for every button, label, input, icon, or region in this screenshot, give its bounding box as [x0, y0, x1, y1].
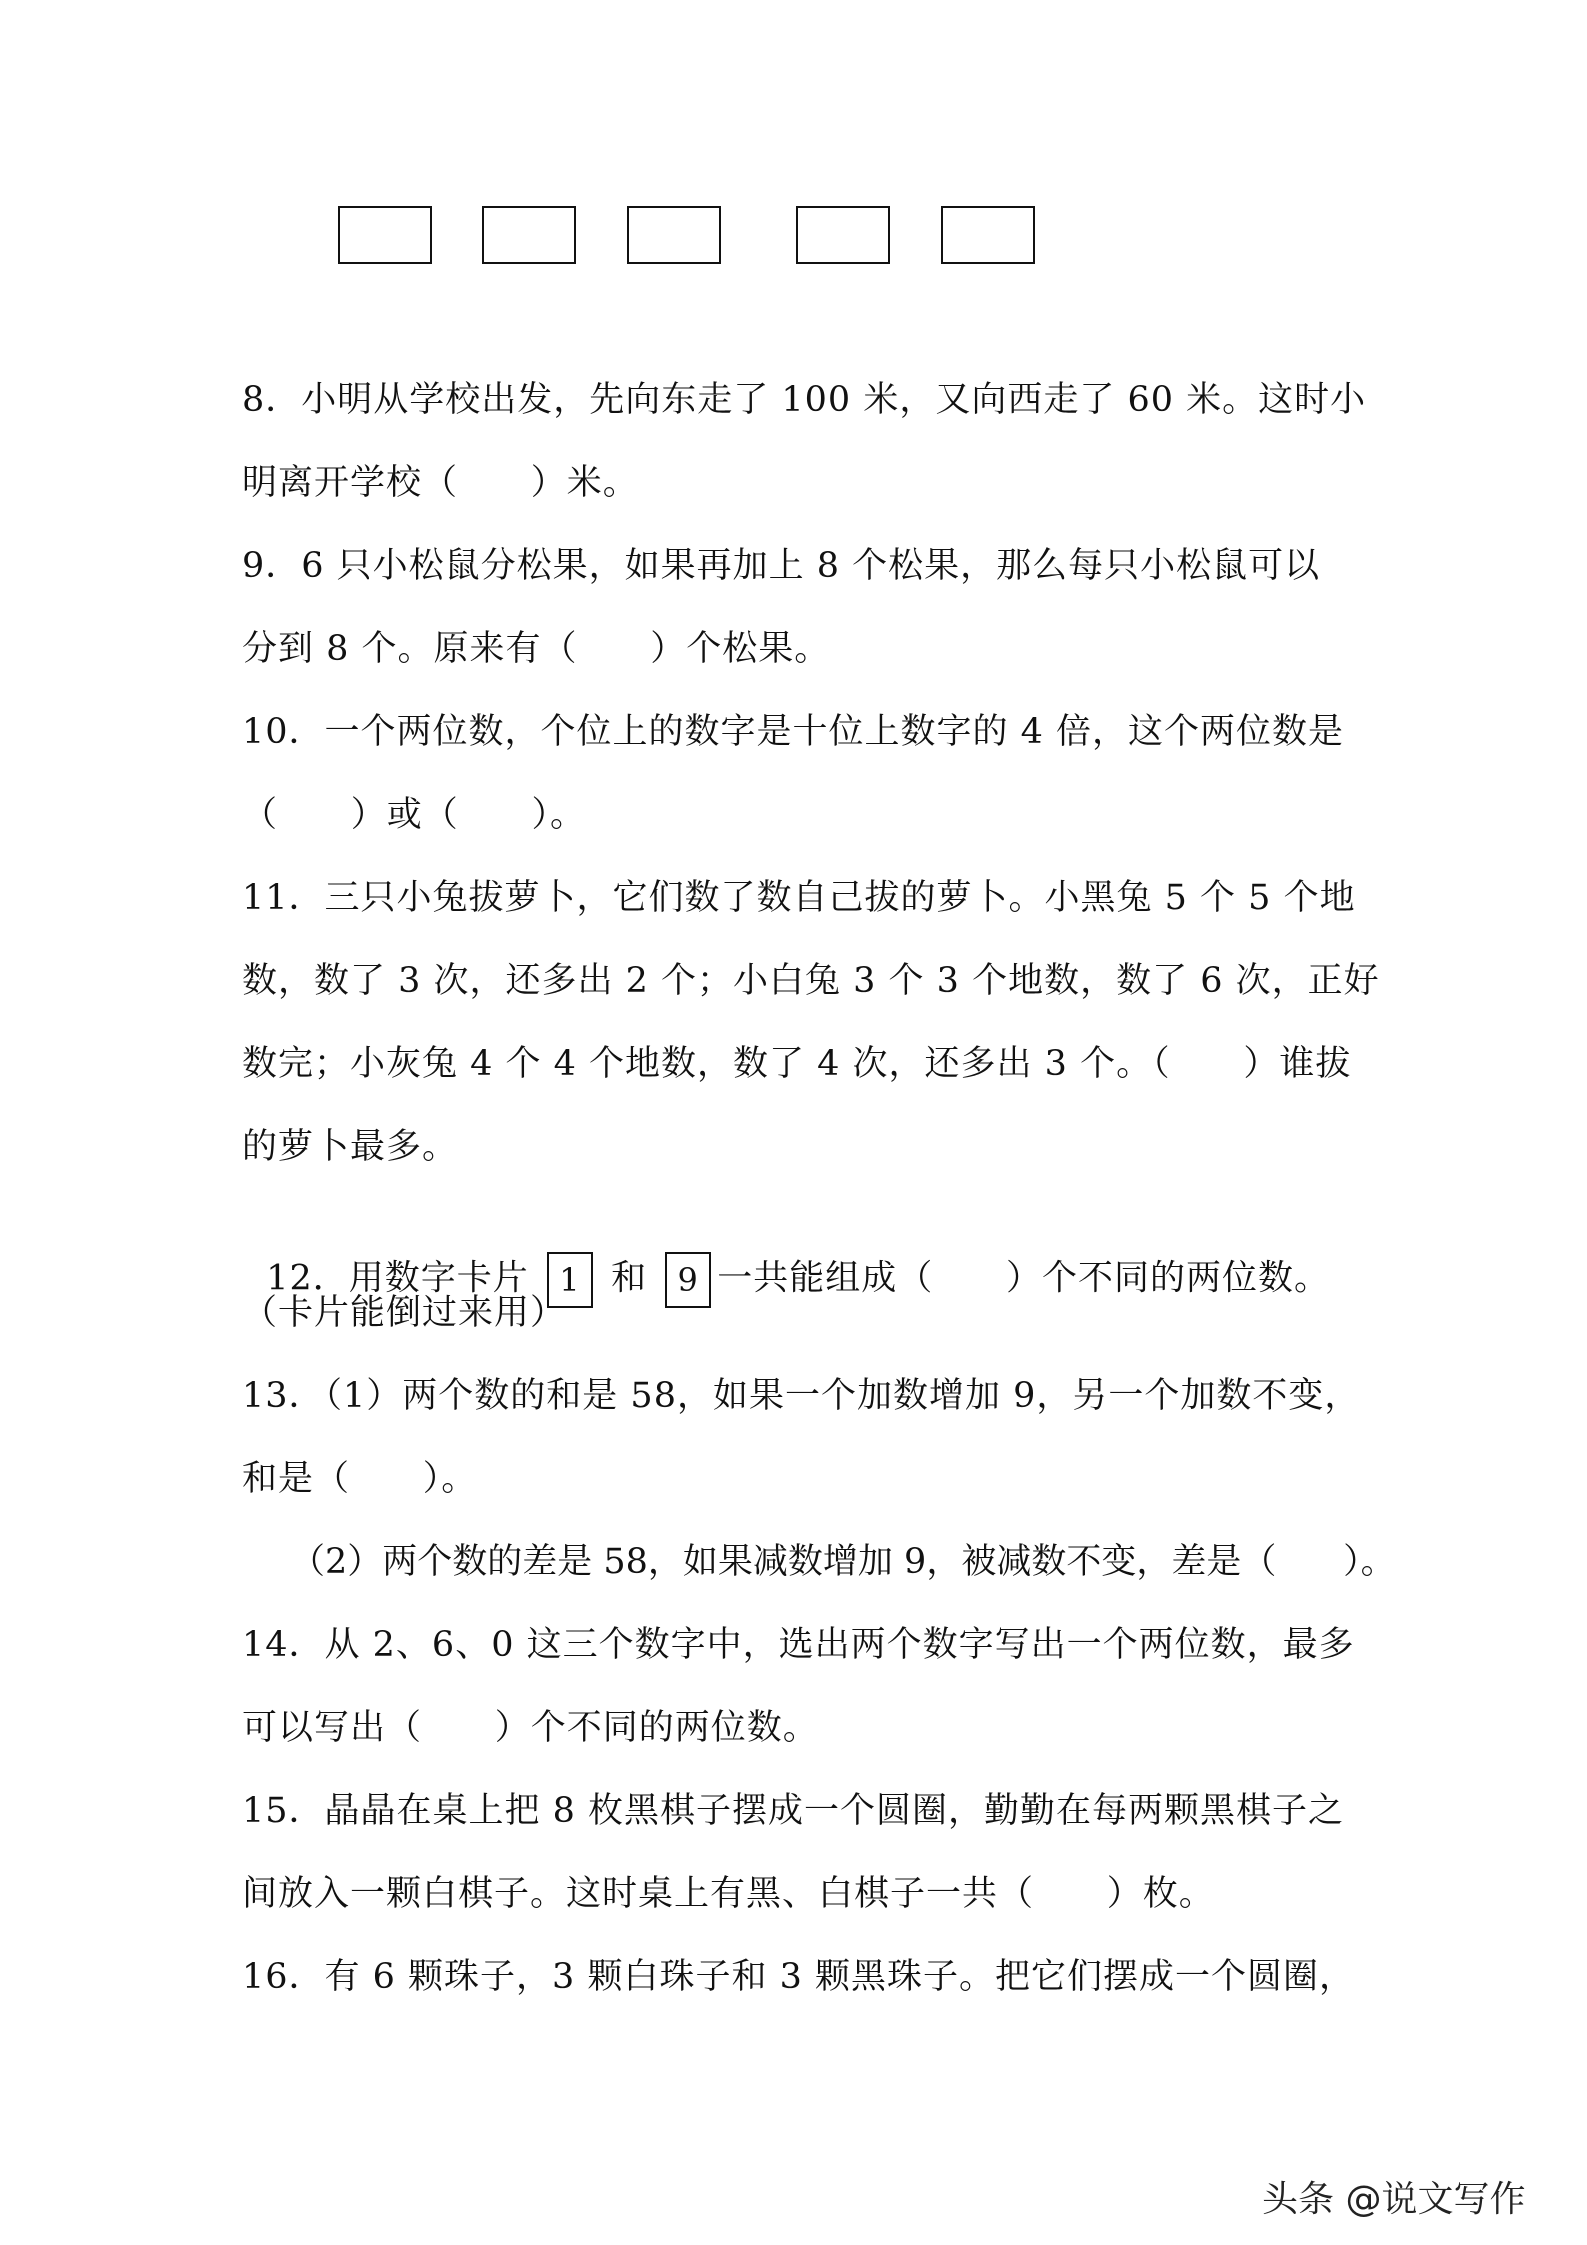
text-line: 11．三只小兔拔萝卜，它们数了数自己拔的萝卜。小黑兔 5 个 5 个地 [242, 878, 1356, 918]
text-line: 分到 8 个。原来有（ ）个松果。 [242, 629, 831, 669]
text-line: 数完；小灰兔 4 个 4 个地数，数了 4 次，还多出 3 个。（ ）谁拔 [242, 1044, 1352, 1084]
text-line: 明离开学校（ ）米。 [242, 463, 639, 503]
text-line: 和是（ ）。 [242, 1459, 478, 1499]
text-line: 10．一个两位数，个位上的数字是十位上数字的 4 倍，这个两位数是 [242, 712, 1345, 752]
text-line: 的萝卜最多。 [242, 1127, 459, 1167]
text-line: 8．小明从学校出发，先向东走了 100 米，又向西走了 60 米。这时小 [242, 380, 1367, 420]
text-line: 14．从 2、6、0 这三个数字中，选出两个数字写出一个两位数，最多 [242, 1625, 1355, 1665]
digit-card-9: 9 [665, 1252, 711, 1308]
text-line: 间放入一颗白棋子。这时桌上有黑、白棋子一共（ ）枚。 [242, 1874, 1215, 1914]
text-line: 15．晶晶在桌上把 8 枚黑棋子摆成一个圆圈，勤勤在每两颗黑棋子之 [242, 1791, 1345, 1831]
q12-mid: 和 [598, 1258, 660, 1299]
watermark: 头条 @说文写作 [1262, 2179, 1526, 2220]
q12-suffix: 一共能组成（ ）个不同的两位数。 [717, 1258, 1330, 1299]
answer-box-4 [796, 206, 890, 264]
answer-box-5 [941, 206, 1035, 264]
text-line: 9．6 只小松鼠分松果，如果再加上 8 个松果，那么每只小松鼠可以 [242, 546, 1321, 586]
q12-prefix: 12．用数字卡片 [266, 1258, 541, 1299]
text-line: （卡片能倒过来用） [242, 1293, 567, 1333]
text-line: 可以写出（ ）个不同的两位数。 [242, 1708, 819, 1748]
answer-box-2 [482, 206, 576, 264]
text-line: （2）两个数的差是 58，如果减数增加 9，被减数不变，差是（ ）。 [290, 1542, 1396, 1582]
answer-box-3 [627, 206, 721, 264]
text-line: 数，数了 3 次，还多出 2 个；小白兔 3 个 3 个地数，数了 6 次，正好 [242, 961, 1380, 1001]
text-line: （ ）或（ ）。 [242, 795, 587, 835]
text-line: 13．（1）两个数的和是 58，如果一个加数增加 9，另一个加数不变， [242, 1376, 1361, 1416]
answer-box-1 [338, 206, 432, 264]
digit-card-1: 1 [547, 1252, 593, 1308]
text-line: 16．有 6 颗珠子，3 颗白珠子和 3 颗黑珠子。把它们摆成一个圆圈， [242, 1957, 1355, 1997]
